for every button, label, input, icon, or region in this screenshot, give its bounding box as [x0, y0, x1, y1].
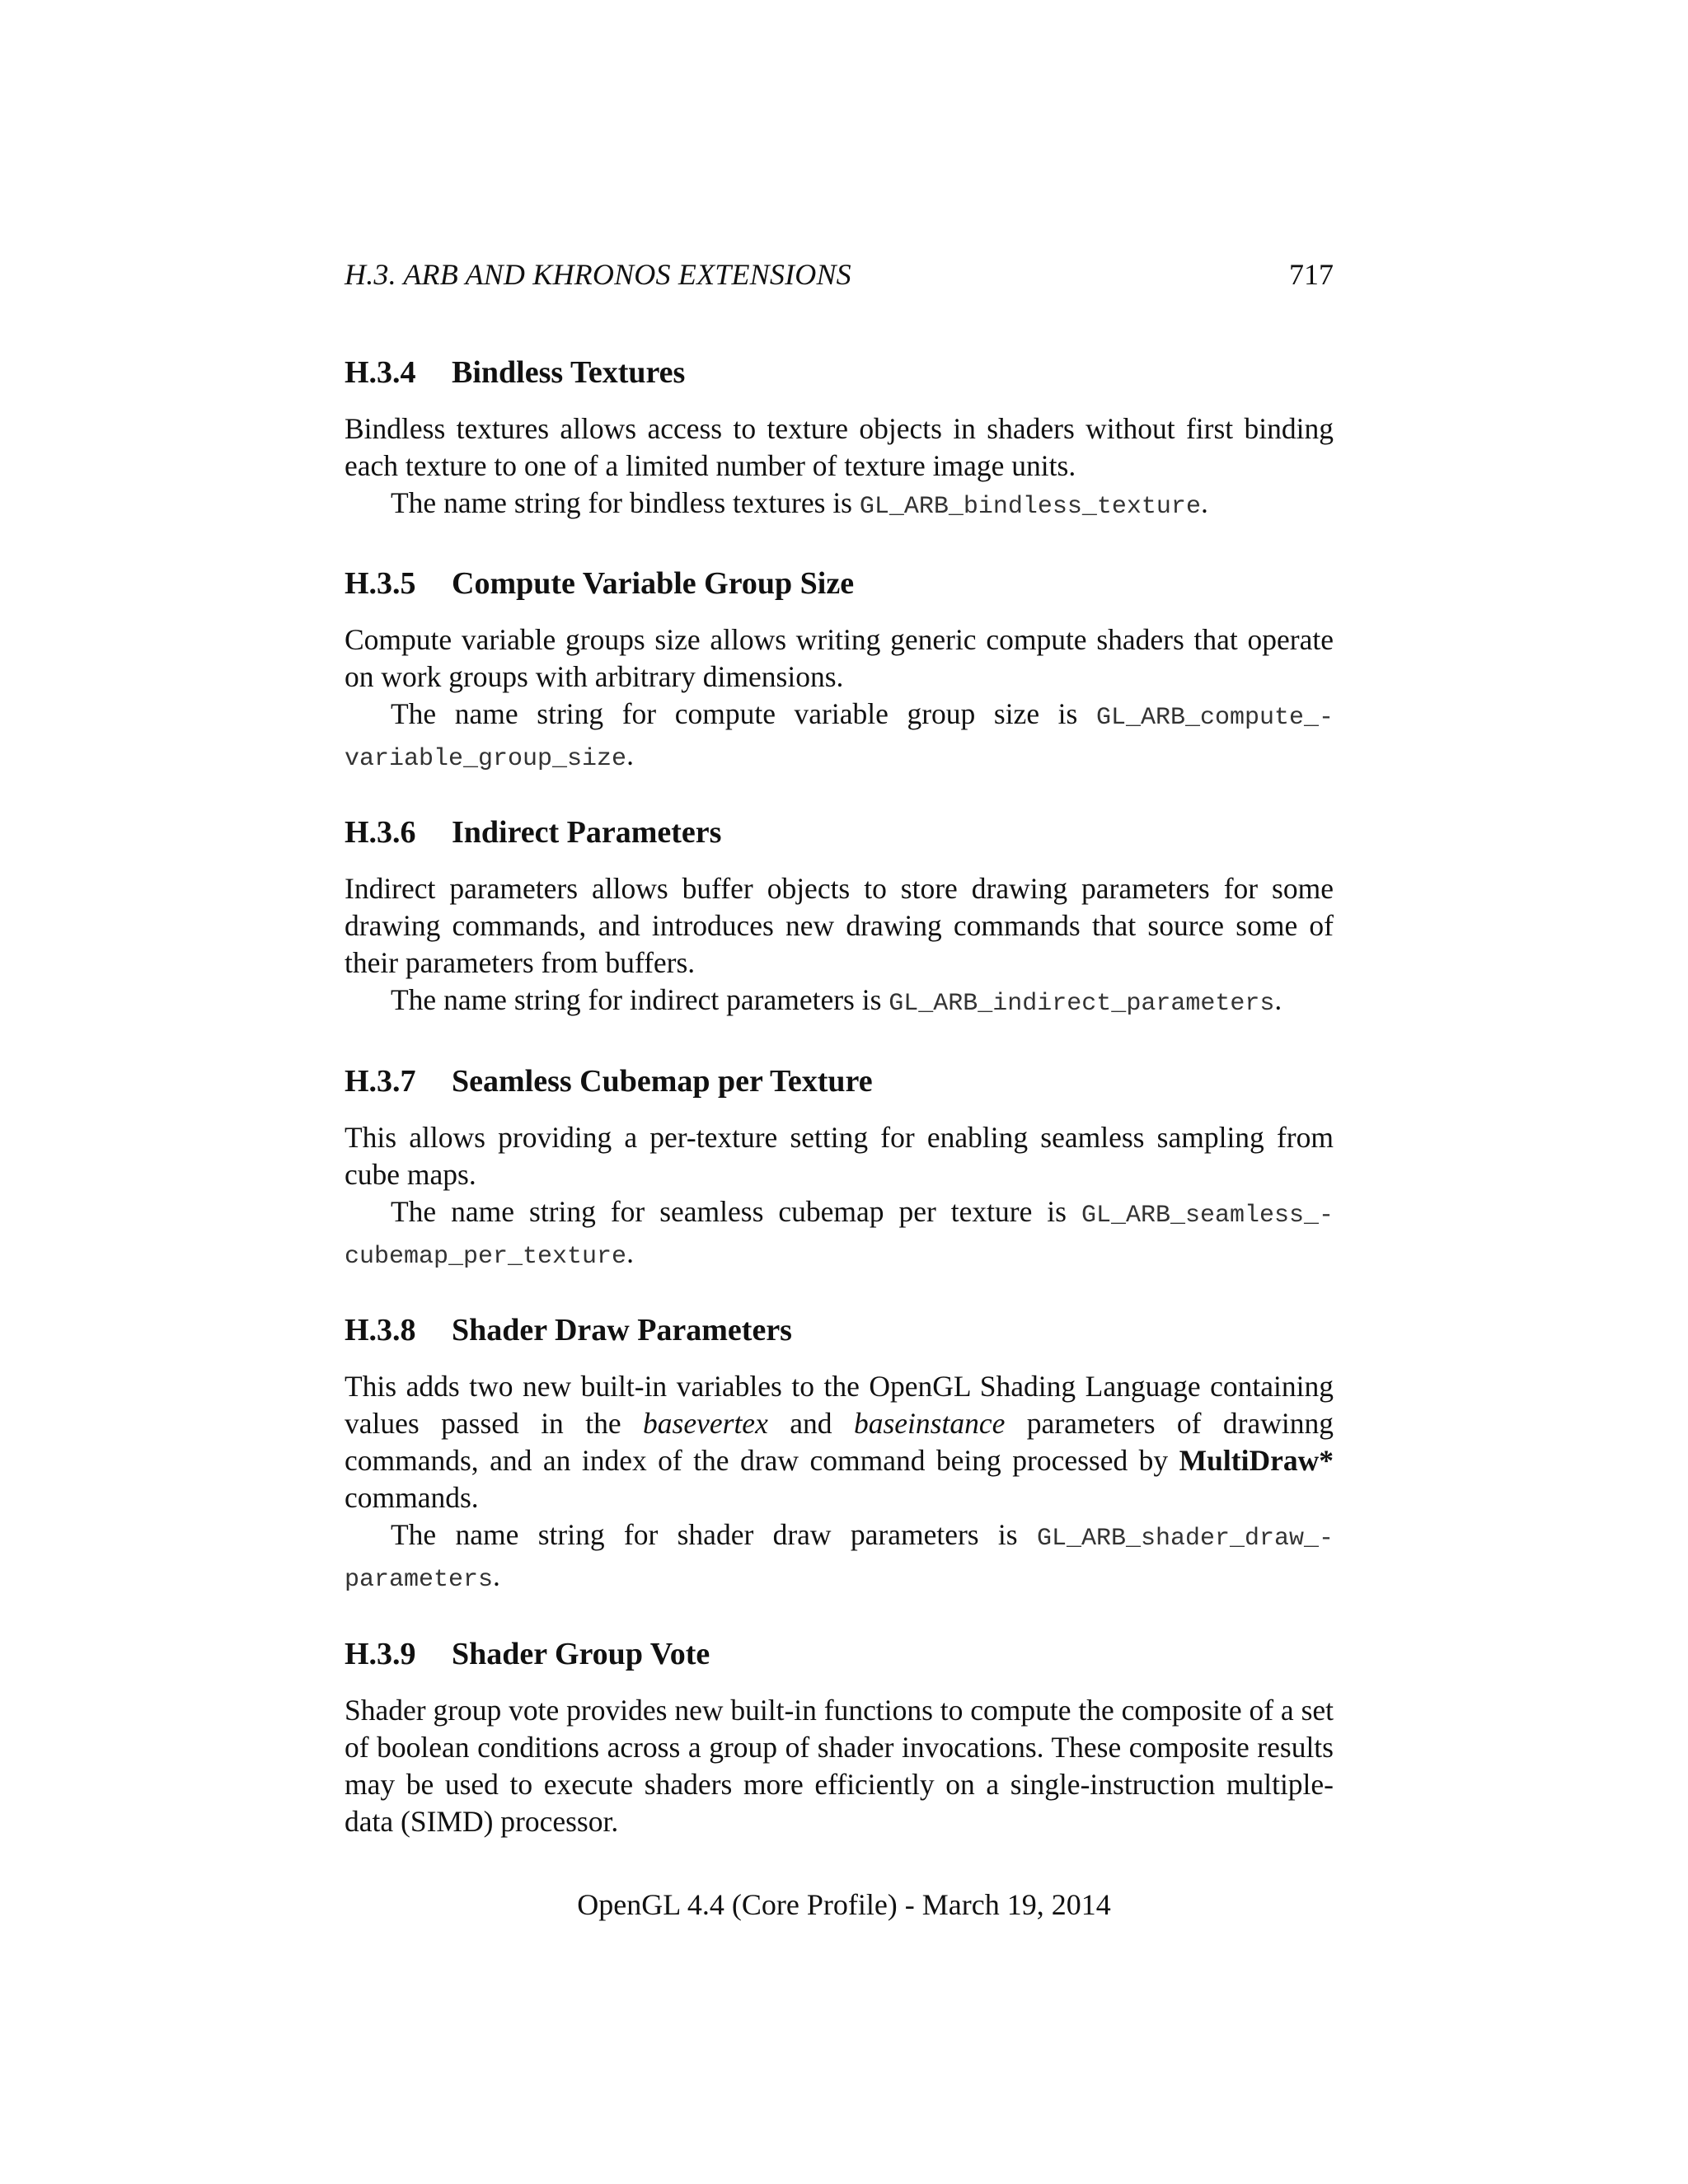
section-number: H.3.4: [345, 355, 416, 390]
extension-name-code-continued: parameters: [345, 1566, 494, 1594]
name-string-continuation: [345, 737, 1334, 778]
section-heading: [345, 1636, 1334, 1672]
sentence-end: .: [1200, 486, 1208, 519]
section-heading: [345, 354, 1334, 391]
section-number: H.3.9: [345, 1637, 416, 1671]
section-title: Seamless Cubemap per Texture: [452, 1064, 873, 1099]
name-string-continuation: [345, 1558, 1334, 1599]
sentence-end: .: [493, 1559, 500, 1592]
emphasis-baseinstance: baseinstance: [853, 1407, 1006, 1440]
section-number: H.3.6: [345, 815, 416, 850]
section-title: Indirect Parameters: [452, 815, 722, 850]
page-header: [345, 257, 1334, 300]
extension-name-code-continued: cubemap_per_texture: [345, 1243, 627, 1271]
section-body: [345, 1368, 1334, 1516]
name-string-text: The name string for seamless cubemap per texture is: [391, 1195, 1067, 1228]
extension-name-code: GL_ARB_shader_draw_-: [1036, 1525, 1334, 1553]
section-title: Shader Draw Parameters: [452, 1313, 792, 1347]
section-heading: [345, 565, 1334, 602]
section-title: Compute Variable Group Size: [452, 566, 855, 601]
section-title: Bindless Textures: [452, 355, 686, 390]
section-number: H.3.7: [345, 1064, 416, 1099]
section-body: Shader group vote provides new built-in functions to compute the composite of a set of boolean conditions across a group of shader invocations. These composite results may be used to execute shaders more efficiently on a single-instruction multiple-data (SIMD) processor.: [345, 1694, 1334, 1838]
section-shader-group-vote: [345, 1636, 1334, 1840]
section-indirect-parameters: [345, 814, 1334, 1023]
section-heading: [345, 1312, 1334, 1348]
running-head: H.3. ARB AND KHRONOS EXTENSIONS: [345, 258, 851, 291]
extension-name-code: GL_ARB_seamless_-: [1081, 1202, 1334, 1230]
body-text: parameters of drawinng commands, and an index of the draw command being processed by: [345, 1407, 1334, 1477]
extension-name-code: GL_ARB_compute_-: [1095, 704, 1334, 732]
section-seamless-cubemap-per-texture: [345, 1063, 1334, 1276]
section-bindless-textures: [345, 354, 1334, 526]
sentence-end: .: [626, 1236, 634, 1269]
extension-name-code: GL_ARB_indirect_parameters: [889, 990, 1275, 1018]
page-footer: OpenGL 4.4 (Core Profile) - March 19, 2014: [577, 1888, 1111, 1921]
name-string-paragraph: [345, 1516, 1334, 1558]
name-string-text: The name string for compute variable group size is: [391, 697, 1078, 730]
body-text: This adds two new built-in variables to the OpenGL Shading Language containing values passed in the: [345, 1370, 1334, 1440]
name-string-continuation: [345, 1235, 1334, 1276]
section-body: This allows providing a per-texture setting for enabling seamless sampling from cube maps.: [345, 1121, 1334, 1191]
section-body: Bindless textures allows access to texture objects in shaders without first binding each texture to one of a limited number of texture image units.: [345, 412, 1334, 482]
section-shader-draw-parameters: [345, 1312, 1334, 1599]
sentence-end: .: [626, 738, 634, 771]
body-text: commands.: [345, 1481, 479, 1514]
name-string-paragraph: [345, 696, 1334, 737]
section-number: H.3.5: [345, 566, 416, 601]
name-string-paragraph: [345, 982, 1334, 1023]
section-body: Compute variable groups size allows writing generic compute shaders that operate on work groups with arbitrary dimensions.: [345, 623, 1334, 693]
name-string-text: The name string for shader draw parameters is: [391, 1518, 1018, 1551]
command-multidraw: MultiDraw*: [1179, 1444, 1334, 1477]
section-body: Indirect parameters allows buffer objects to store drawing parameters for some drawing commands, and introduces new drawing commands that source some of their parameters from buffers.: [345, 872, 1334, 979]
section-number: H.3.8: [345, 1313, 416, 1347]
section-compute-variable-group-size: [345, 565, 1334, 778]
page-number: 717: [1289, 258, 1334, 291]
name-string-paragraph: [345, 1193, 1334, 1235]
extension-name-code-continued: variable_group_size: [345, 745, 627, 773]
section-title: Shader Group Vote: [452, 1637, 710, 1671]
section-heading: [345, 814, 1334, 851]
sentence-end: .: [1274, 983, 1282, 1016]
extension-name-code: GL_ARB_bindless_texture: [859, 493, 1201, 521]
emphasis-basevertex: basevertex: [643, 1407, 768, 1440]
name-string-paragraph: [345, 485, 1334, 526]
body-text: and: [790, 1407, 832, 1440]
name-string-text: The name string for bindless textures is: [391, 486, 852, 519]
section-heading: [345, 1063, 1334, 1099]
name-string-text: The name string for indirect parameters is: [391, 983, 882, 1016]
